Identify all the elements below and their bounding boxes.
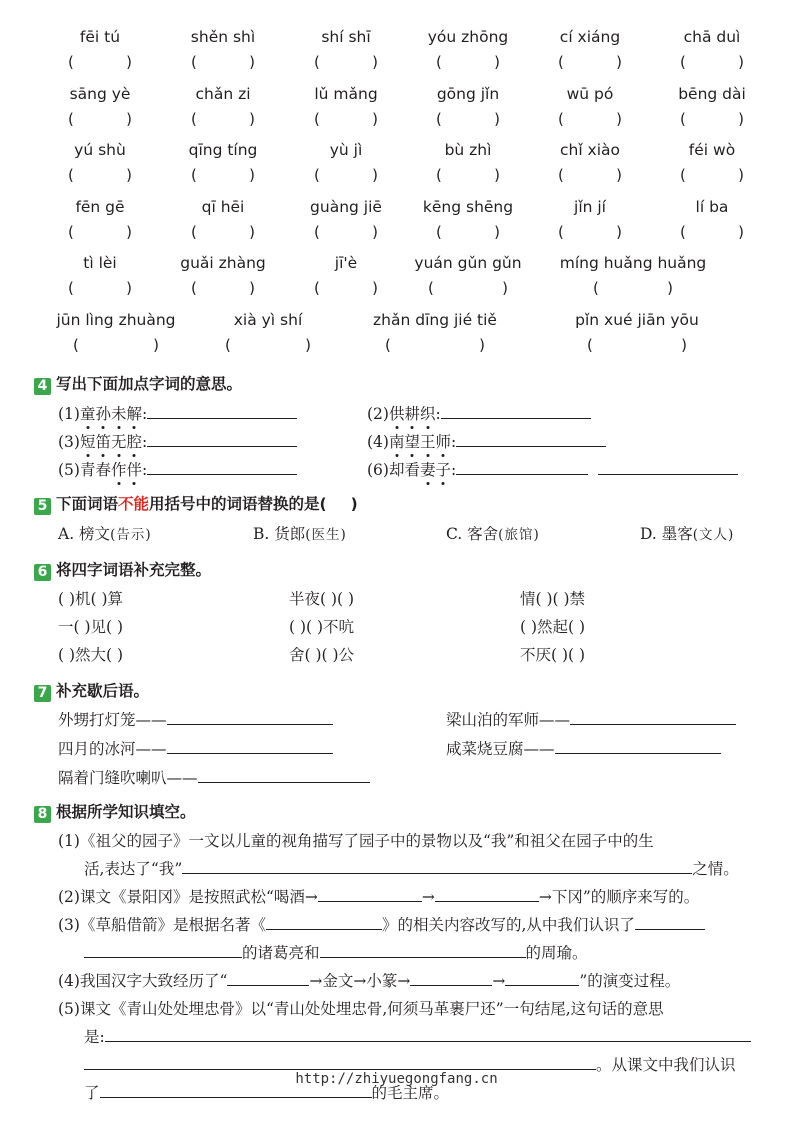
pinyin-word: jūn lìng zhuàng [56, 311, 176, 329]
paren-open: ( [680, 222, 686, 241]
q8-text: (4)我国汉字大致经历了“ [58, 972, 228, 990]
paren-close: ) [681, 336, 687, 354]
q4-heading [34, 372, 242, 394]
pinyin-word: tì lèi [83, 254, 117, 273]
paren-open: ( [68, 222, 74, 241]
q5-option-b[interactable] [253, 522, 347, 544]
q4-label-4: (4)南望王师: [367, 433, 456, 451]
paren-close: ) [249, 279, 255, 298]
q6-number: 6 [34, 564, 51, 581]
paren-open: ( [314, 222, 320, 241]
q6-heading [34, 558, 211, 580]
answer-blank[interactable] [441, 403, 591, 419]
paren-close: ) [738, 109, 744, 128]
paren-open: ( [191, 222, 197, 241]
paren-open: ( [385, 336, 391, 354]
pinyin-word: zhǎn dīng jié tiě [373, 311, 497, 329]
q6-item[interactable]: ( )( )不吭 [289, 618, 355, 636]
q8-text: 之情。 [692, 860, 739, 878]
q8-text: 活,表达了“我” [84, 860, 183, 878]
q7-prompt: 咸菜烧豆腐—— [446, 740, 555, 758]
answer-blank[interactable] [198, 767, 370, 783]
answer-parentheses[interactable] [73, 336, 159, 356]
q7-prompt: 外甥打灯笼—— [58, 711, 167, 729]
q4-item-5 [58, 458, 297, 480]
answer-blank[interactable] [320, 942, 526, 958]
q8-text: 的诸葛亮和 [242, 944, 320, 962]
q5-title-emphasis: 不能 [118, 495, 150, 513]
answer-parentheses[interactable] [558, 166, 622, 186]
q5-option-a[interactable] [58, 522, 152, 544]
q4-item-1 [58, 402, 297, 424]
paren-open: ( [558, 53, 564, 71]
paren-open: ( [73, 336, 79, 354]
q4-label-2: (2)供耕织: [367, 405, 441, 423]
pinyin-word: chǎn zi [195, 84, 251, 103]
pinyin-word: yóu zhōng [427, 28, 509, 46]
answer-blank[interactable] [147, 403, 297, 419]
pinyin-word: yú shù [74, 141, 126, 160]
paren-open: ( [314, 53, 320, 71]
pinyin-word: lí ba [695, 197, 729, 216]
answer-blank[interactable] [84, 942, 242, 958]
q4-label-3: (3)短笛无腔: [58, 433, 147, 451]
q7-item-4 [446, 737, 721, 759]
paren-open: ( [587, 336, 593, 354]
option-hint: (告示) [110, 527, 152, 543]
paren-close: ) [372, 53, 378, 71]
option-text: C. 客舍 [446, 525, 499, 543]
answer-parentheses[interactable] [680, 223, 744, 243]
answer-parentheses[interactable] [68, 223, 132, 243]
answer-blank[interactable] [266, 914, 382, 930]
paren-open: ( [191, 53, 197, 71]
q8-heading [34, 800, 196, 822]
answer-parentheses[interactable] [593, 279, 673, 299]
paren-close: ) [249, 166, 255, 185]
paren-close: ) [479, 336, 485, 354]
answer-parentheses[interactable] [225, 336, 311, 356]
paren-open: ( [680, 109, 686, 128]
paren-close: ) [305, 336, 311, 354]
answer-blank[interactable] [570, 709, 736, 725]
option-hint: (医生) [305, 527, 347, 543]
pinyin-word: yuán gǔn gǔn [414, 254, 522, 273]
answer-blank[interactable] [410, 970, 492, 986]
q7-heading [34, 679, 149, 701]
q6-item[interactable]: 情( )( )禁 [520, 590, 586, 608]
paren-open: ( [68, 53, 74, 71]
paren-close: ) [616, 222, 622, 241]
paren-open: ( [593, 279, 599, 298]
pinyin-word: fēi tú [79, 28, 121, 46]
paren-close: ) [126, 53, 132, 71]
q8-4-line [58, 969, 680, 991]
q7-number: 7 [34, 685, 51, 702]
q4-item-6 [367, 458, 738, 480]
q8-text: → [492, 972, 506, 990]
answer-blank[interactable] [84, 1054, 596, 1070]
pinyin-word: guǎi zhàng [180, 254, 266, 273]
answer-parentheses[interactable] [558, 53, 622, 73]
pinyin-word: bù zhì [444, 141, 492, 160]
pinyin-word: chǐ xiào [559, 141, 621, 160]
q6-item[interactable]: 半夜( )( ) [289, 590, 355, 608]
q8-3-line-b [84, 941, 588, 963]
answer-blank[interactable] [105, 1026, 751, 1042]
answer-parentheses[interactable] [680, 166, 744, 186]
q8-5-line-b [84, 1025, 751, 1047]
paren-close: ) [249, 109, 255, 128]
paren-close: ) [502, 279, 508, 298]
answer-blank[interactable] [598, 459, 738, 475]
q6-item[interactable]: 一( )见( ) [58, 618, 124, 636]
answer-blank[interactable] [505, 970, 579, 986]
q7-prompt: 隔着门缝吹喇叭—— [58, 769, 198, 787]
option-text: B. 货郎 [253, 525, 306, 543]
paren-open: ( [191, 166, 197, 185]
answer-parentheses[interactable] [587, 336, 687, 356]
q8-text: 的毛主席。 [371, 1084, 450, 1102]
pinyin-word: shí shī [321, 28, 371, 46]
pinyin-word: jǐn jí [574, 197, 606, 216]
q5-heading [34, 492, 358, 514]
paren-open: ( [436, 109, 442, 128]
answer-parentheses[interactable] [68, 53, 132, 73]
q8-text: →金文→小篆→ [309, 972, 411, 990]
paren-open: ( [68, 279, 74, 298]
q8-3-line-a [58, 913, 705, 935]
paren-open: ( [558, 222, 564, 241]
answer-parentheses[interactable] [314, 166, 378, 186]
q5-title-b: 用括号中的词语替换的是( [149, 495, 327, 513]
paren-open: ( [680, 53, 686, 71]
answer-parentheses[interactable] [680, 53, 744, 73]
answer-blank[interactable] [318, 886, 422, 902]
q6-item[interactable]: 舍( )( )公 [289, 646, 355, 664]
option-text: A. 榜文 [58, 525, 111, 543]
paren-close: ) [372, 109, 378, 128]
answer-parentheses[interactable] [68, 110, 132, 130]
answer-parentheses[interactable] [191, 279, 255, 299]
answer-parentheses[interactable] [558, 110, 622, 130]
paren-open: ( [314, 109, 320, 128]
paren-open: ( [68, 166, 74, 185]
pinyin-word: xià yì shí [233, 311, 303, 329]
q8-1-line-b [84, 857, 739, 879]
paren-close: ) [494, 166, 500, 185]
answer-blank[interactable] [167, 709, 333, 725]
q5-option-d[interactable] [640, 522, 734, 544]
paren-open: ( [436, 53, 442, 71]
paren-close: ) [126, 222, 132, 241]
pinyin-word: sāng yè [69, 84, 131, 103]
answer-blank[interactable] [167, 738, 333, 754]
paren-open: ( [558, 109, 564, 128]
pinyin-word: jī'è [334, 254, 358, 273]
q8-text: 》的相关内容改写的,从中我们认识了 [381, 916, 635, 934]
pinyin-word: lǔ mǎng [314, 84, 378, 103]
paren-close: ) [126, 279, 132, 298]
paren-close: ) [372, 279, 378, 298]
q6-item[interactable]: ( )然起( ) [520, 618, 586, 636]
option-text: D. 墨客 [640, 525, 693, 543]
answer-parentheses[interactable] [191, 53, 255, 73]
pinyin-word: shěn shì [190, 28, 256, 46]
paren-open: ( [68, 109, 74, 128]
option-hint: (文人) [692, 527, 735, 543]
answer-parentheses[interactable] [314, 279, 378, 299]
answer-blank[interactable] [555, 738, 721, 754]
paren-close: ) [126, 109, 132, 128]
q8-text: 是: [84, 1028, 105, 1046]
answer-parentheses[interactable] [68, 279, 132, 299]
answer-parentheses[interactable] [191, 110, 255, 130]
paren-open: ( [191, 109, 197, 128]
answer-parentheses[interactable] [436, 53, 500, 73]
pinyin-word: cí xiáng [559, 28, 621, 46]
paren-close: ) [616, 166, 622, 185]
pinyin-word: chā duì [683, 28, 741, 46]
watermark: http://zhiyuegongfang.cn [295, 1071, 498, 1087]
q8-number: 8 [34, 806, 51, 823]
q5-title-c: ) [350, 495, 358, 513]
paren-close: ) [494, 53, 500, 71]
paren-close: ) [494, 222, 500, 241]
q7-item-2 [446, 708, 736, 730]
paren-close: ) [738, 53, 744, 71]
pinyin-word: míng huǎng huǎng [559, 254, 707, 273]
pinyin-word: qī hēi [201, 197, 245, 216]
q8-text: →下冈”的顺序来写的。 [538, 888, 700, 906]
paren-close: ) [249, 222, 255, 241]
paren-open: ( [191, 279, 197, 298]
q5-title-a: 下面词语 [56, 495, 119, 513]
pinyin-word: kēng shēng [422, 197, 514, 216]
answer-parentheses[interactable] [385, 336, 485, 356]
answer-blank[interactable] [435, 886, 539, 902]
q8-1-line-a: (1)《祖父的园子》一文以儿童的视角描写了园子中的景物以及“我”和祖父在园子中的生 [58, 832, 654, 850]
paren-open: ( [225, 336, 231, 354]
answer-parentheses[interactable] [314, 223, 378, 243]
paren-close: ) [616, 53, 622, 71]
q4-item-2 [367, 402, 591, 424]
q4-title: 写出下面加点字词的意思。 [56, 375, 243, 393]
answer-parentheses[interactable] [436, 223, 500, 243]
q8-text: → [421, 888, 435, 906]
paren-open: ( [558, 166, 564, 185]
q6-title: 将四字词语补充完整。 [56, 561, 212, 579]
paren-close: ) [667, 279, 673, 298]
answer-parentheses[interactable] [680, 110, 744, 130]
q8-5-line-a: (5)课文《青山处处埋忠骨》以“青山处处埋忠骨,何须马革裹尸还”一句结尾,这句话的意思 [58, 1000, 664, 1018]
answer-blank[interactable] [182, 858, 692, 874]
q7-title: 补充歇后语。 [56, 682, 150, 700]
paren-close: ) [494, 109, 500, 128]
paren-close: ) [153, 336, 159, 354]
q8-title: 根据所学知识填空。 [56, 803, 196, 821]
answer-blank[interactable] [456, 459, 588, 475]
option-hint: (旅馆) [498, 527, 540, 543]
pinyin-word: guàng jiē [310, 197, 382, 216]
q5-number: 5 [34, 498, 51, 515]
pinyin-word: qīng tíng [188, 141, 258, 160]
pinyin-word: pǐn xué jiān yōu [575, 311, 699, 329]
paren-open: ( [436, 166, 442, 185]
q4-number: 4 [34, 378, 51, 395]
pinyin-word: bēng dài [678, 84, 746, 103]
answer-parentheses[interactable] [558, 223, 622, 243]
q6-item[interactable]: ( )机( )算 [58, 590, 124, 608]
paren-close: ) [372, 166, 378, 185]
q5-option-c[interactable] [446, 522, 540, 544]
answer-blank[interactable] [456, 431, 606, 447]
paren-close: ) [738, 166, 744, 185]
answer-parentheses[interactable] [436, 166, 500, 186]
q4-label-5: (5)青春作伴: [58, 461, 147, 479]
q7-prompt: 梁山泊的军师—— [446, 711, 571, 729]
q4-label-6: (6)却看妻子: [367, 461, 456, 479]
q8-text: 的周瑜。 [525, 944, 588, 962]
pinyin-word: yù jì [329, 141, 363, 160]
paren-close: ) [616, 109, 622, 128]
answer-parentheses[interactable] [436, 110, 500, 130]
paren-close: ) [738, 222, 744, 241]
paren-close: ) [249, 53, 255, 71]
q7-item-3 [58, 737, 333, 759]
q6-item[interactable]: ( )然大( ) [58, 646, 124, 664]
pinyin-word: wū pó [566, 84, 614, 103]
q7-prompt: 四月的冰河—— [58, 740, 167, 758]
q8-text: 。从课文中我们认识 [596, 1056, 736, 1074]
answer-parentheses[interactable] [428, 279, 508, 299]
q7-item-1 [58, 708, 333, 730]
q8-text: (3)《草船借箭》是根据名著《 [58, 916, 266, 934]
answer-parentheses[interactable] [68, 166, 132, 186]
answer-parentheses[interactable] [191, 223, 255, 243]
answer-parentheses[interactable] [314, 53, 378, 73]
paren-open: ( [314, 279, 320, 298]
q4-label-1: (1)童孙未解: [58, 405, 147, 423]
paren-open: ( [428, 279, 434, 298]
q7-item-5 [58, 766, 370, 788]
answer-parentheses[interactable] [314, 110, 378, 130]
pinyin-word: féi wò [688, 141, 736, 160]
paren-open: ( [436, 222, 442, 241]
q8-text: (2)课文《景阳冈》是按照武松“喝酒→ [58, 888, 318, 906]
q4-item-4 [367, 430, 606, 452]
q4-item-3 [58, 430, 297, 452]
q8-2-line [58, 885, 699, 907]
pinyin-word: gōng jǐn [436, 84, 500, 103]
paren-close: ) [372, 222, 378, 241]
q8-text: 了 [84, 1084, 100, 1102]
paren-close: ) [126, 166, 132, 185]
q8-text: ”的演变过程。 [579, 972, 681, 990]
paren-open: ( [680, 166, 686, 185]
paren-open: ( [314, 166, 320, 185]
answer-blank[interactable] [635, 914, 705, 930]
answer-blank[interactable] [227, 970, 309, 986]
answer-blank[interactable] [147, 459, 297, 475]
answer-parentheses[interactable] [191, 166, 255, 186]
answer-blank[interactable] [147, 431, 297, 447]
q6-item[interactable]: 不厌( )( ) [520, 646, 586, 664]
pinyin-word: fēn gē [75, 197, 125, 216]
